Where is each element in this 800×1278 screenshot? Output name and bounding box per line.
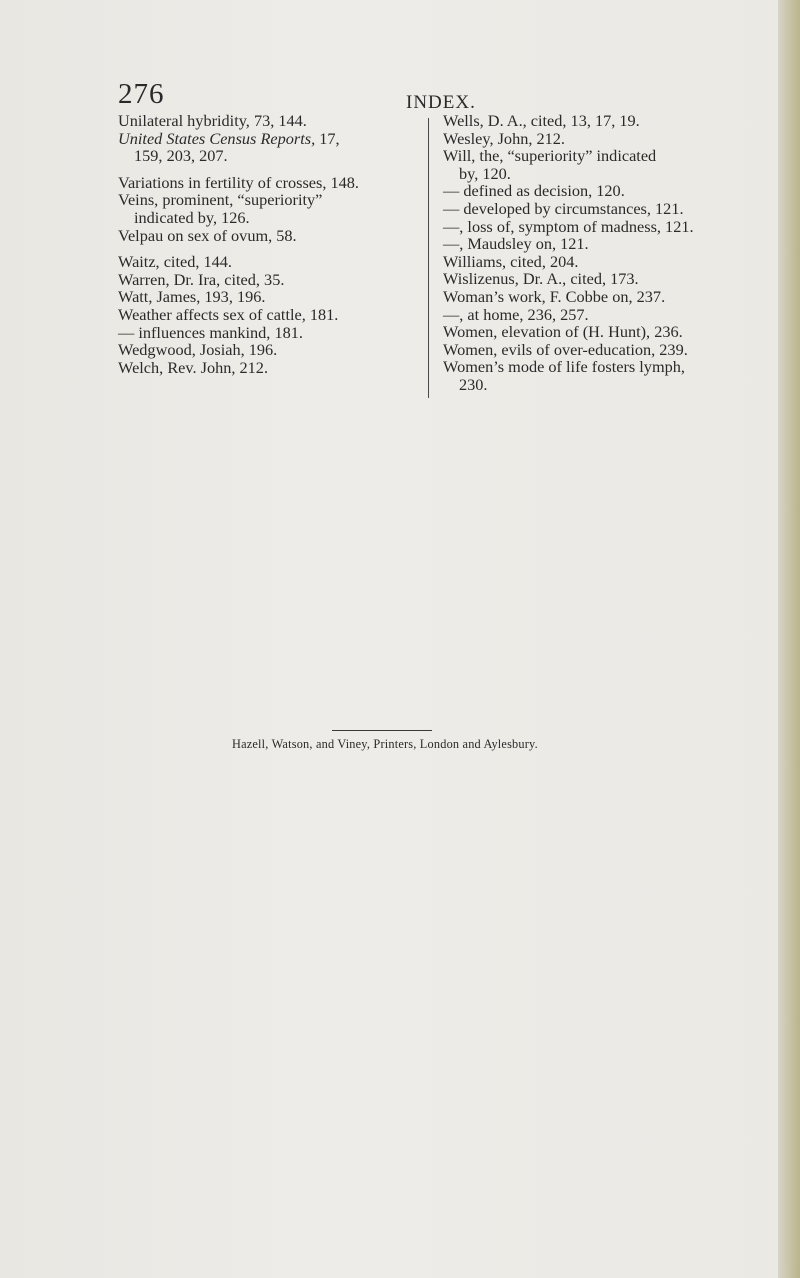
index-entry xyxy=(443,235,773,253)
index-entry-text: Warren, Dr. Ira, cited, 35. xyxy=(118,269,285,289)
index-entry-text: Wedgwood, Josiah, 196. xyxy=(118,340,278,360)
index-entry-text: —, Maudsley on, 121. xyxy=(443,234,589,254)
index-entry-text: Welch, Rev. John, 212. xyxy=(118,357,269,377)
index-entry xyxy=(118,359,418,377)
index-entry xyxy=(443,112,773,130)
index-entry-text: Women, elevation of (H. Hunt), 236. xyxy=(443,322,683,342)
index-entry-text: Williams, cited, 204. xyxy=(443,251,579,271)
index-entry xyxy=(443,358,773,393)
index-entry-text: —, loss of, symptom of madness, 121. xyxy=(443,216,694,236)
index-entry xyxy=(443,130,773,148)
printer-imprint: Hazell, Watson, and Viney, Printers, London and Aylesbury. xyxy=(232,737,538,751)
index-entry-text: Women, evils of over-education, 239. xyxy=(443,339,688,359)
index-entry-text: Velpau on sex of ovum, 58. xyxy=(118,225,297,245)
index-entry-text: Wislizenus, Dr. A., cited, 173. xyxy=(443,269,639,289)
index-entry xyxy=(443,288,773,306)
index-entry xyxy=(443,306,773,324)
index-entry xyxy=(443,323,773,341)
footer-rule xyxy=(332,730,432,731)
index-entry-text: Weather affects sex of cattle, 181. xyxy=(118,304,339,324)
index-entry-text: —, at home, 236, 257. xyxy=(443,304,589,324)
index-column-right xyxy=(443,112,773,394)
index-entry-text: Waitz, cited, 144. xyxy=(118,252,232,272)
page-edge xyxy=(778,0,800,1278)
index-column-left xyxy=(118,112,418,376)
index-entry xyxy=(118,324,418,342)
index-entry xyxy=(443,218,773,236)
index-entry-title: United States Census Reports, xyxy=(118,128,316,148)
index-entry-text: Veins, prominent, “superiority” xyxy=(118,190,323,210)
index-entry-continuation: 159, 203, 207. xyxy=(134,146,228,166)
index-entry-continuation: by, 120. xyxy=(459,163,511,183)
index-entry-text: — influences mankind, 181. xyxy=(118,322,303,342)
index-entry-text: Will, the, “superiority” indicated xyxy=(443,146,657,166)
index-entry-continuation: indicated by, 126. xyxy=(134,207,250,227)
index-entry-text: Watt, James, 193, 196. xyxy=(118,287,266,307)
index-entry xyxy=(118,341,418,359)
column-divider xyxy=(428,118,429,398)
index-entry xyxy=(118,253,418,271)
index-entry xyxy=(118,112,418,130)
index-entry-text: — defined as decision, 120. xyxy=(443,181,625,201)
index-entry-text: Variations in fertility of crosses, 148. xyxy=(118,172,360,192)
index-entry xyxy=(118,288,418,306)
index-entry-text: Unilateral hybridity, 73, 144. xyxy=(118,111,307,130)
index-entry xyxy=(118,130,418,165)
index-entry xyxy=(443,270,773,288)
index-entry-text: Wesley, John, 212. xyxy=(443,128,565,148)
index-entry xyxy=(443,200,773,218)
index-entry-text: Woman’s work, F. Cobbe on, 237. xyxy=(443,286,666,306)
index-entry xyxy=(443,253,773,271)
index-entry-continuation: 230. xyxy=(459,374,488,394)
index-entry xyxy=(118,271,418,289)
index-entry xyxy=(118,191,418,226)
page-number: 276 xyxy=(118,78,165,110)
index-entry-text: Wells, D. A., cited, 13, 17, 19. xyxy=(443,111,640,130)
index-entry-text: — developed by circumstances, 121. xyxy=(443,198,684,218)
index-entry xyxy=(118,306,418,324)
index-entry xyxy=(443,182,773,200)
index-entry xyxy=(118,174,418,192)
index-entry xyxy=(118,227,418,245)
index-entry-text: Women’s mode of life fosters lymph, xyxy=(443,357,685,377)
running-head: INDEX. xyxy=(406,92,476,113)
index-entry xyxy=(443,147,773,182)
index-entry xyxy=(443,341,773,359)
index-entry-text: 17, xyxy=(315,128,340,148)
